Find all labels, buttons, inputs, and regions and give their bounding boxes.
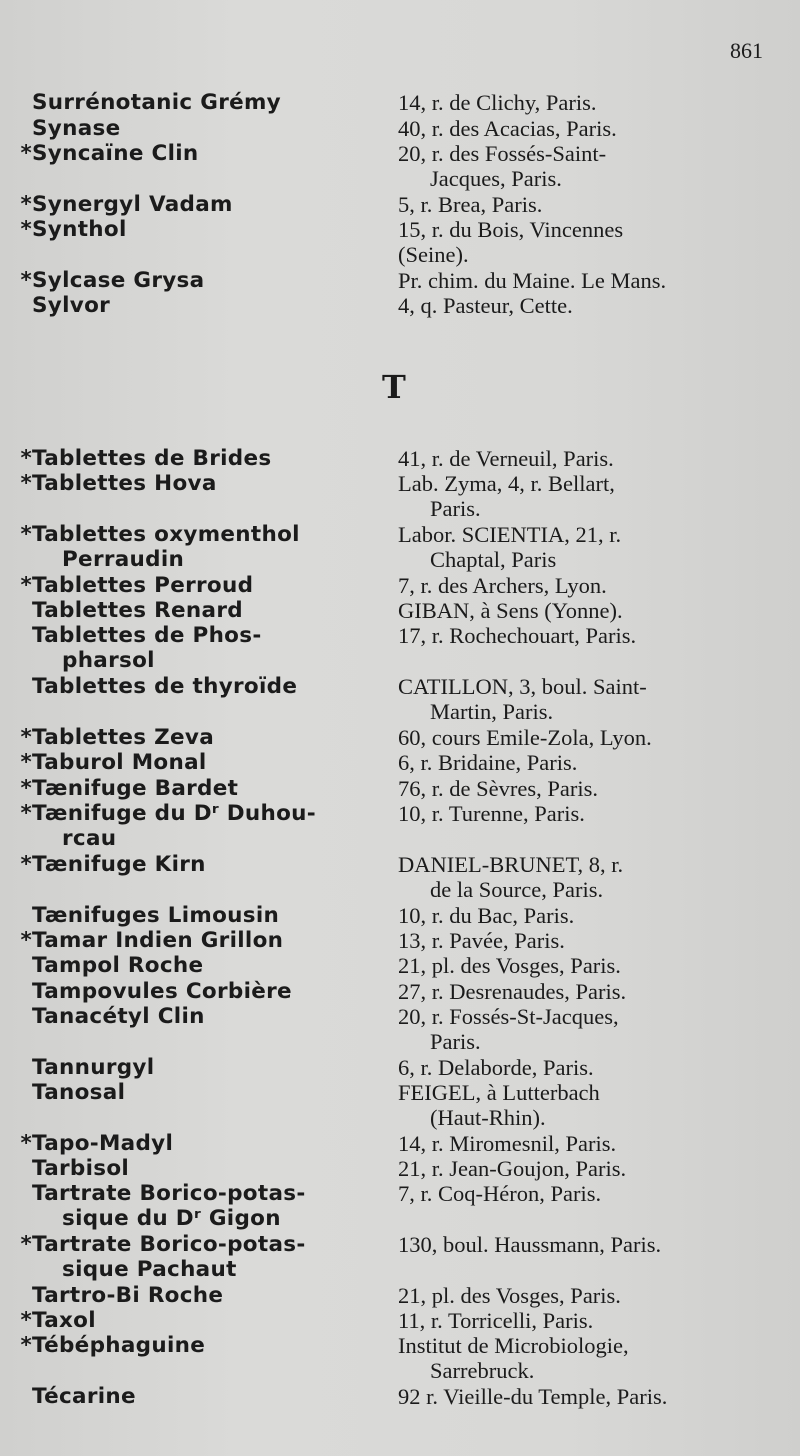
entry-name-line: Tænifuges Limousin — [32, 903, 280, 928]
entry-name — [20, 293, 380, 318]
entry-address-line: 14, r. de Clichy, Paris. — [398, 90, 597, 115]
entry-name: *Taburol Monal — [20, 750, 207, 775]
entry-address-line: 21, pl. des Vosges, Paris. — [398, 953, 621, 978]
entry-name — [20, 1283, 380, 1308]
entry-name-line: Tampol Roche — [32, 953, 204, 978]
entry-address — [398, 293, 778, 318]
entry-name-line: Tartrate Borico-potas- — [32, 1232, 306, 1257]
entry-address-line: 17, r. Rochechouart, Paris. — [398, 623, 637, 648]
entry-name-line: Tapo-Madyl — [32, 1131, 174, 1156]
entry-name-line: Perraudin — [62, 547, 185, 573]
entry-address-line: CATILLON, 3, boul. Saint- — [398, 674, 647, 699]
entry-name-line: Tænifuge Kirn — [32, 852, 206, 877]
entry-name: *Tamar Indien Grillon — [20, 928, 284, 953]
entry-address — [398, 725, 778, 750]
entry-address-line: 41, r. de Verneuil, Paris. — [398, 446, 614, 471]
entry-name: *Tænifuge du Dʳ Duhou- rcau — [20, 801, 380, 852]
entry-name — [20, 979, 380, 1004]
entry-address-line: de la Source, Paris. — [430, 877, 604, 903]
entry-name — [20, 674, 380, 699]
entry-address-line: 21, r. Jean-Goujon, Paris. — [398, 1156, 627, 1181]
entry-name-line: Tamar Indien Grillon — [32, 928, 284, 953]
entry-name: *Tænifuge Kirn — [20, 852, 206, 877]
entry-address-line: FEIGEL, à Lutterbach — [398, 1080, 600, 1105]
entry-name: *Taxol — [20, 1308, 96, 1333]
entry-name-line: Taburol Monal — [32, 750, 207, 775]
entry-address — [398, 1080, 778, 1131]
entry-address — [398, 750, 778, 775]
entry-address-line: 15, r. du Bois, Vincennes — [398, 217, 624, 242]
entry-name-line: Tébéphaguine — [32, 1333, 206, 1358]
entry-address — [398, 141, 778, 192]
entry-name: *Tablettes Zeva — [20, 725, 215, 750]
entry-address — [398, 623, 778, 648]
entry-address-line: Institut de Microbiologie, — [398, 1333, 629, 1358]
entry-address-line: DANIEL-BRUNET, 8, r. — [398, 852, 624, 877]
entry-address-line: GIBAN, à Sens (Yonne). — [398, 598, 623, 623]
entry-name-line: sique Pachaut — [62, 1257, 237, 1283]
entry-address — [398, 776, 778, 801]
entry-address — [398, 1181, 778, 1206]
entry-address-line: 7, r. des Archers, Lyon. — [398, 573, 607, 598]
entry-address-line: 76, r. de Sèvres, Paris. — [398, 776, 598, 801]
entry-address-line: 6, r. Bridaine, Paris. — [398, 750, 578, 775]
entry-name — [20, 1156, 380, 1181]
entry-name-line: Sylvor — [32, 293, 111, 318]
entry-name — [20, 903, 380, 928]
entry-address — [398, 953, 778, 978]
entry-name: *Tablettes Perroud — [20, 573, 254, 598]
entry-name — [20, 953, 380, 978]
entry-name: *Tapo-Madyl — [20, 1131, 174, 1156]
entry-name: *Tartrate Borico-potas- sique Pachaut — [20, 1232, 380, 1283]
entry-address — [398, 217, 778, 268]
entry-name — [20, 598, 380, 623]
entry-name-line: pharsol — [62, 648, 155, 674]
entry-name — [20, 1080, 380, 1105]
entry-address-line: 4, q. Pasteur, Cette. — [398, 293, 573, 318]
entry-name: *Tablettes Hova — [20, 471, 217, 496]
entry-address-line: 92 r. Vieille-du Temple, Paris. — [398, 1384, 668, 1409]
entry-address-line: 5, r. Brea, Paris. — [398, 192, 543, 217]
entry-name-line: Taxol — [32, 1308, 96, 1333]
entry-name-line: Tablettes Zeva — [32, 725, 215, 750]
entry-address-line: (Seine). — [398, 242, 469, 268]
entry-name: *Syncaïne Clin — [20, 141, 199, 166]
entry-name: *Tébéphaguine — [20, 1333, 206, 1358]
entry-address-line: 27, r. Desrenaudes, Paris. — [398, 979, 627, 1004]
entry-address-line: 11, r. Torricelli, Paris. — [398, 1308, 594, 1333]
entry-address-line: 40, r. des Acacias, Paris. — [398, 116, 617, 141]
entry-name: *Synthol — [20, 217, 127, 242]
entry-address — [398, 268, 778, 293]
entry-name — [20, 623, 380, 674]
entry-name-line: Tablettes de Phos- — [32, 623, 262, 648]
entry-name-line: Surrénotanic Grémy — [32, 90, 281, 115]
entry-address-line: 130, boul. Haussmann, Paris. — [398, 1232, 662, 1257]
entry-address — [398, 90, 778, 115]
entry-address-line: Chaptal, Paris — [430, 547, 557, 573]
entry-address-line: 14, r. Miromesnil, Paris. — [398, 1131, 617, 1156]
entry-address-line: 21, pl. des Vosges, Paris. — [398, 1283, 621, 1308]
entry-address — [398, 446, 778, 471]
entry-address-line: 20, r. Fossés-St-Jacques, — [398, 1004, 619, 1029]
entry-address-line: Pr. chim. du Maine. Le Mans. — [398, 268, 667, 293]
entry-address — [398, 1131, 778, 1156]
entry-address — [398, 116, 778, 141]
entry-name-line: Técarine — [32, 1384, 136, 1409]
page-number: 861 — [730, 38, 763, 63]
entry-address — [398, 1333, 778, 1384]
entry-address — [398, 903, 778, 928]
entry-name-line: Tannurgyl — [32, 1055, 155, 1080]
entry-name-line: Tablettes de Brides — [32, 446, 272, 471]
entry-name-line: Tanacétyl Clin — [32, 1004, 205, 1029]
entry-address-line: Lab. Zyma, 4, r. Bellart, — [398, 471, 615, 496]
entry-name-line: Tablettes Perroud — [32, 573, 254, 598]
entry-address — [398, 852, 778, 903]
entry-name-line: rcau — [62, 826, 117, 852]
entry-address — [398, 801, 778, 826]
entry-address-line: 20, r. des Fossés-Saint- — [398, 141, 607, 166]
entry-name — [20, 90, 380, 115]
entry-name-line: Synase — [32, 116, 121, 141]
entry-name: *Sylcase Grysa — [20, 268, 205, 293]
entry-address — [398, 1283, 778, 1308]
section-letter: T — [382, 368, 406, 406]
entry-name — [20, 1384, 380, 1409]
entry-name-line: Synthol — [32, 217, 127, 242]
entry-name-line: Tænifuge du Dʳ Duhou- — [32, 801, 316, 826]
entry-name — [20, 1004, 380, 1029]
entry-name-line: Tampovules Corbière — [32, 979, 292, 1004]
entry-name: *Tablettes de Brides — [20, 446, 272, 471]
entry-address-line: 13, r. Pavée, Paris. — [398, 928, 565, 953]
entry-address-line: Martin, Paris. — [430, 699, 554, 725]
entry-name-line: Tarbisol — [32, 1156, 130, 1181]
entry-address — [398, 1156, 778, 1181]
entry-address-line: 7, r. Coq-Héron, Paris. — [398, 1181, 602, 1206]
entry-address-line: (Haut-Rhin). — [430, 1105, 546, 1131]
entry-address — [398, 471, 778, 522]
entry-address-line: Labor. SCIENTIA, 21, r. — [398, 522, 622, 547]
entry-name-line: Sylcase Grysa — [32, 268, 205, 293]
entry-name-line: Tanosal — [32, 1080, 126, 1105]
entry-name-line: Tablettes de thyroïde — [32, 674, 298, 699]
entry-address — [398, 979, 778, 1004]
entry-address — [398, 192, 778, 217]
entry-address-line: Paris. — [430, 1029, 481, 1055]
entry-address-line: 10, r. du Bac, Paris. — [398, 903, 575, 928]
entry-address-line: Sarrebruck. — [430, 1358, 535, 1384]
entry-address — [398, 1384, 778, 1409]
entry-name: *Tablettes oxymenthol Perraudin — [20, 522, 380, 573]
entry-address — [398, 573, 778, 598]
entry-name-line: Tartro-Bi Roche — [32, 1283, 224, 1308]
entry-address-line: 60, cours Emile-Zola, Lyon. — [398, 725, 652, 750]
entry-address-line: 10, r. Turenne, Paris. — [398, 801, 585, 826]
entry-address-line: Paris. — [430, 496, 481, 522]
entry-name: *Tænifuge Bardet — [20, 776, 239, 801]
entry-address — [398, 1004, 778, 1055]
entry-address-line: 6, r. Delaborde, Paris. — [398, 1055, 594, 1080]
entry-name — [20, 1055, 380, 1080]
entry-name-line: Synergyl Vadam — [32, 192, 233, 217]
entry-address — [398, 674, 778, 725]
entry-name-line: Tartrate Borico-potas- — [32, 1181, 306, 1206]
entry-address-line: Jacques, Paris. — [430, 166, 562, 192]
entry-address — [398, 928, 778, 953]
entry-address — [398, 522, 778, 573]
entry-name-line: sique du Dʳ Gigon — [62, 1206, 281, 1232]
entry-name-line: Tablettes Renard — [32, 598, 243, 623]
entry-address — [398, 1232, 778, 1257]
entry-name-line: Tablettes Hova — [32, 471, 217, 496]
entry-name-line: Tablettes oxymenthol — [32, 522, 300, 547]
entry-name — [20, 116, 380, 141]
entry-name-line: Syncaïne Clin — [32, 141, 199, 166]
entry-name — [20, 1181, 380, 1232]
entry-address — [398, 1055, 778, 1080]
entry-name-line: Tænifuge Bardet — [32, 776, 239, 801]
entry-address — [398, 1308, 778, 1333]
entry-address — [398, 598, 778, 623]
entry-name: *Synergyl Vadam — [20, 192, 233, 217]
